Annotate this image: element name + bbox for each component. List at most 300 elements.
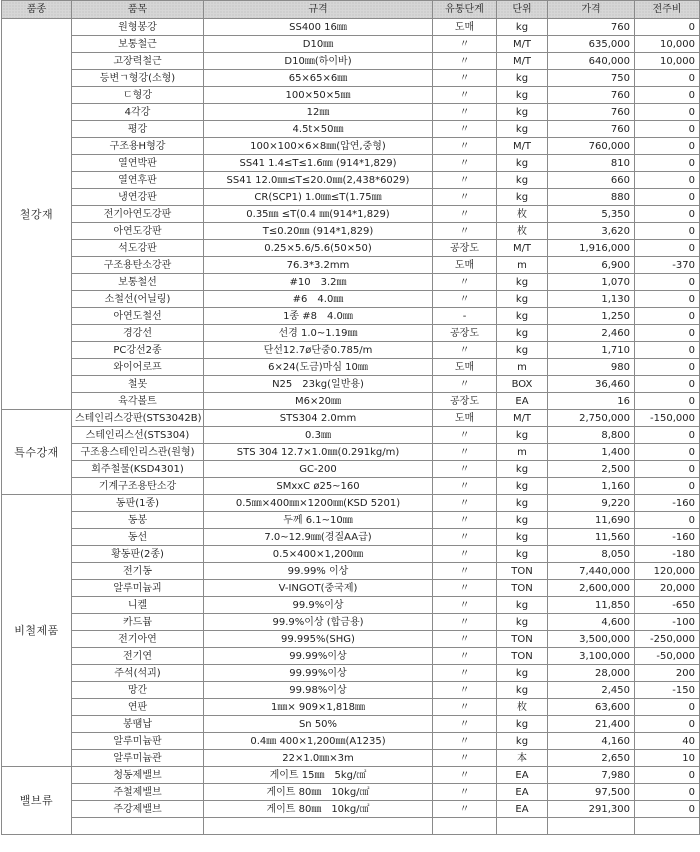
item-cell: 구조용스테인리스관(원형) bbox=[72, 444, 204, 461]
item-cell: 전기아연 bbox=[72, 631, 204, 648]
spec-cell: 76.3*3.2mm bbox=[204, 257, 433, 274]
unit-cell: m bbox=[497, 444, 548, 461]
item-cell: 구조용H형강 bbox=[72, 138, 204, 155]
spec-cell: SS41 12.0㎜≤T≤20.0㎜(2,438*6029) bbox=[204, 172, 433, 189]
distribution-stage-cell: 도매 bbox=[433, 19, 497, 36]
table-row bbox=[2, 546, 700, 563]
header-weekly-change: 전주비 bbox=[635, 1, 700, 19]
item-cell: 동봉 bbox=[72, 512, 204, 529]
table-row bbox=[2, 70, 700, 87]
distribution-stage-cell: 〃 bbox=[433, 342, 497, 359]
table-row bbox=[2, 274, 700, 291]
category-cell: 밸브류 bbox=[2, 767, 72, 835]
weekly-change-cell: -160 bbox=[635, 529, 700, 546]
price-cell: 760 bbox=[548, 87, 635, 104]
weekly-change-cell: -50,000 bbox=[635, 648, 700, 665]
weekly-change-cell: 0 bbox=[635, 427, 700, 444]
spec-cell: CR(SCP1) 1.0㎜≤T(1.75㎜ bbox=[204, 189, 433, 206]
unit-cell: TON bbox=[497, 563, 548, 580]
unit-cell: kg bbox=[497, 291, 548, 308]
distribution-stage-cell: 〃 bbox=[433, 767, 497, 784]
table-row bbox=[2, 189, 700, 206]
item-cell: 고장력철근 bbox=[72, 53, 204, 70]
weekly-change-cell: -370 bbox=[635, 257, 700, 274]
item-cell: 알루미늄괴 bbox=[72, 580, 204, 597]
weekly-change-cell: 0 bbox=[635, 138, 700, 155]
unit-cell: M/T bbox=[497, 138, 548, 155]
unit-cell: kg bbox=[497, 716, 548, 733]
distribution-stage-cell: 〃 bbox=[433, 427, 497, 444]
item-cell: 스테인리스선(STS304) bbox=[72, 427, 204, 444]
spec-cell: 99.99% 이상 bbox=[204, 563, 433, 580]
weekly-change-cell: 10,000 bbox=[635, 53, 700, 70]
item-cell: 철못 bbox=[72, 376, 204, 393]
item-cell: 주강제밸브 bbox=[72, 801, 204, 818]
price-cell: 97,500 bbox=[548, 784, 635, 801]
distribution-stage-cell: 〃 bbox=[433, 512, 497, 529]
price-cell: 16 bbox=[548, 393, 635, 410]
spec-cell: D10㎜ bbox=[204, 36, 433, 53]
spec-cell: 7.0~12.9㎜(경질AA급) bbox=[204, 529, 433, 546]
table-row bbox=[2, 716, 700, 733]
distribution-stage-cell: 〃 bbox=[433, 172, 497, 189]
price-cell: 8,050 bbox=[548, 546, 635, 563]
spec-cell: 두께 6.1~10㎜ bbox=[204, 512, 433, 529]
item-cell: 동선 bbox=[72, 529, 204, 546]
distribution-stage-cell: 〃 bbox=[433, 291, 497, 308]
price-cell: 1,400 bbox=[548, 444, 635, 461]
distribution-stage-cell: 〃 bbox=[433, 274, 497, 291]
price-cell: 660 bbox=[548, 172, 635, 189]
spec-cell: V-INGOT(중국제) bbox=[204, 580, 433, 597]
item-cell: 스테인리스강판(STS3042B) bbox=[72, 410, 204, 427]
item-cell: 연판 bbox=[72, 699, 204, 716]
table-row bbox=[2, 36, 700, 53]
distribution-stage-cell: 〃 bbox=[433, 733, 497, 750]
table-row bbox=[2, 223, 700, 240]
price-cell: 2,650 bbox=[548, 750, 635, 767]
spec-cell: 0.4㎜ 400×1,200㎜(A1235) bbox=[204, 733, 433, 750]
spec-cell: D10㎜(하이바) bbox=[204, 53, 433, 70]
spec-cell: 0.3㎜ bbox=[204, 427, 433, 444]
price-cell: 1,130 bbox=[548, 291, 635, 308]
distribution-stage-cell: 〃 bbox=[433, 189, 497, 206]
unit-cell: kg bbox=[497, 682, 548, 699]
price-cell: 1,070 bbox=[548, 274, 635, 291]
distribution-stage-cell: 〃 bbox=[433, 682, 497, 699]
price-cell: 1,916,000 bbox=[548, 240, 635, 257]
unit-cell: EA bbox=[497, 801, 548, 818]
price-cell: 3,620 bbox=[548, 223, 635, 240]
table-row bbox=[2, 257, 700, 274]
table-row bbox=[2, 597, 700, 614]
unit-cell: kg bbox=[497, 478, 548, 495]
item-cell: 냉연강판 bbox=[72, 189, 204, 206]
distribution-stage-cell: 〃 bbox=[433, 563, 497, 580]
header-unit: 단위 bbox=[497, 1, 548, 19]
table-row bbox=[2, 19, 700, 36]
distribution-stage-cell: 〃 bbox=[433, 206, 497, 223]
table-row bbox=[2, 801, 700, 818]
unit-cell: kg bbox=[497, 733, 548, 750]
table-row bbox=[2, 733, 700, 750]
table-row bbox=[2, 206, 700, 223]
distribution-stage-cell: 〃 bbox=[433, 70, 497, 87]
distribution-stage-cell: 도매 bbox=[433, 257, 497, 274]
header-item: 품목 bbox=[72, 1, 204, 19]
weekly-change-cell: 0 bbox=[635, 87, 700, 104]
weekly-change-cell: 0 bbox=[635, 376, 700, 393]
item-cell: 주철제밸브 bbox=[72, 784, 204, 801]
weekly-change-cell: 0 bbox=[635, 155, 700, 172]
weekly-change-cell: 0 bbox=[635, 716, 700, 733]
weekly-change-cell: -100 bbox=[635, 614, 700, 631]
unit-cell: m bbox=[497, 359, 548, 376]
price-cell: 28,000 bbox=[548, 665, 635, 682]
spec-cell: 0.25×5.6/5.6(50×50) bbox=[204, 240, 433, 257]
item-cell: 황동판(2종) bbox=[72, 546, 204, 563]
spec-cell: 100×50×5㎜ bbox=[204, 87, 433, 104]
table-row bbox=[2, 580, 700, 597]
unit-cell bbox=[497, 818, 548, 835]
item-cell: 카드뮴 bbox=[72, 614, 204, 631]
header-row bbox=[2, 1, 700, 19]
table-row bbox=[2, 631, 700, 648]
unit-cell: kg bbox=[497, 529, 548, 546]
price-table bbox=[1, 0, 700, 835]
unit-cell: M/T bbox=[497, 410, 548, 427]
unit-cell: 枚 bbox=[497, 223, 548, 240]
item-cell: 육각볼트 bbox=[72, 393, 204, 410]
price-cell: 760 bbox=[548, 121, 635, 138]
item-cell: 전기연 bbox=[72, 648, 204, 665]
unit-cell: kg bbox=[497, 614, 548, 631]
item-cell: 알루미늄판 bbox=[72, 733, 204, 750]
distribution-stage-cell: 〃 bbox=[433, 648, 497, 665]
spec-cell: N25 23kg(일반용) bbox=[204, 376, 433, 393]
spec-cell: SS400 16㎜ bbox=[204, 19, 433, 36]
table-body bbox=[2, 19, 700, 835]
distribution-stage-cell: 〃 bbox=[433, 699, 497, 716]
distribution-stage-cell: 〃 bbox=[433, 155, 497, 172]
spec-cell: SS41 1.4≤T≤1.6㎜ (914*1,829) bbox=[204, 155, 433, 172]
unit-cell: kg bbox=[497, 104, 548, 121]
weekly-change-cell: 200 bbox=[635, 665, 700, 682]
item-cell: 열연박판 bbox=[72, 155, 204, 172]
weekly-change-cell: 0 bbox=[635, 801, 700, 818]
unit-cell: EA bbox=[497, 784, 548, 801]
distribution-stage-cell: 〃 bbox=[433, 36, 497, 53]
distribution-stage-cell: 공장도 bbox=[433, 240, 497, 257]
weekly-change-cell: 0 bbox=[635, 206, 700, 223]
unit-cell: TON bbox=[497, 580, 548, 597]
item-cell: 아연도철선 bbox=[72, 308, 204, 325]
table-row bbox=[2, 410, 700, 427]
unit-cell: kg bbox=[497, 342, 548, 359]
distribution-stage-cell: 〃 bbox=[433, 665, 497, 682]
item-cell: 원형봉강 bbox=[72, 19, 204, 36]
weekly-change-cell: 0 bbox=[635, 274, 700, 291]
price-cell: 1,250 bbox=[548, 308, 635, 325]
table-row bbox=[2, 325, 700, 342]
price-cell: 880 bbox=[548, 189, 635, 206]
table-row bbox=[2, 529, 700, 546]
table-row bbox=[2, 376, 700, 393]
price-cell: 7,980 bbox=[548, 767, 635, 784]
spec-cell: STS304 2.0mm bbox=[204, 410, 433, 427]
weekly-change-cell: 0 bbox=[635, 172, 700, 189]
weekly-change-cell: 0 bbox=[635, 19, 700, 36]
price-cell: 2,750,000 bbox=[548, 410, 635, 427]
distribution-stage-cell: 〃 bbox=[433, 580, 497, 597]
price-cell: 980 bbox=[548, 359, 635, 376]
distribution-stage-cell: 〃 bbox=[433, 138, 497, 155]
weekly-change-cell: 10,000 bbox=[635, 36, 700, 53]
price-cell: 4,600 bbox=[548, 614, 635, 631]
spec-cell: 99.99%이상 bbox=[204, 665, 433, 682]
weekly-change-cell: 10 bbox=[635, 750, 700, 767]
unit-cell: 本 bbox=[497, 750, 548, 767]
price-cell: 760 bbox=[548, 19, 635, 36]
distribution-stage-cell: 공장도 bbox=[433, 393, 497, 410]
weekly-change-cell: 0 bbox=[635, 359, 700, 376]
item-cell: 봉땜납 bbox=[72, 716, 204, 733]
unit-cell: M/T bbox=[497, 36, 548, 53]
header-distribution-stage: 유통단계 bbox=[433, 1, 497, 19]
distribution-stage-cell: 〃 bbox=[433, 444, 497, 461]
item-cell: 알루미늄관 bbox=[72, 750, 204, 767]
unit-cell: M/T bbox=[497, 240, 548, 257]
table-row bbox=[2, 104, 700, 121]
unit-cell: kg bbox=[497, 87, 548, 104]
spec-cell: 4.5t×50㎜ bbox=[204, 121, 433, 138]
table-row bbox=[2, 818, 700, 835]
item-cell: 와이어로프 bbox=[72, 359, 204, 376]
item-cell: 열연후판 bbox=[72, 172, 204, 189]
spec-cell: 99.9%이상 (합금용) bbox=[204, 614, 433, 631]
item-cell: 아연도강판 bbox=[72, 223, 204, 240]
table-row bbox=[2, 478, 700, 495]
distribution-stage-cell: 〃 bbox=[433, 495, 497, 512]
weekly-change-cell: 0 bbox=[635, 121, 700, 138]
table-row bbox=[2, 240, 700, 257]
unit-cell: TON bbox=[497, 631, 548, 648]
table-row bbox=[2, 750, 700, 767]
price-cell: 11,560 bbox=[548, 529, 635, 546]
distribution-stage-cell: 〃 bbox=[433, 614, 497, 631]
price-cell: 291,300 bbox=[548, 801, 635, 818]
unit-cell: kg bbox=[497, 308, 548, 325]
spec-cell: #6 4.0㎜ bbox=[204, 291, 433, 308]
item-cell: 전기아연도강판 bbox=[72, 206, 204, 223]
weekly-change-cell: 0 bbox=[635, 223, 700, 240]
item-cell: 경강선 bbox=[72, 325, 204, 342]
spec-cell: 0.5㎜×400㎜×1200㎜(KSD 5201) bbox=[204, 495, 433, 512]
distribution-stage-cell: 〃 bbox=[433, 104, 497, 121]
item-cell: ㄷ형강 bbox=[72, 87, 204, 104]
price-cell: 4,160 bbox=[548, 733, 635, 750]
table-row bbox=[2, 461, 700, 478]
price-cell bbox=[548, 818, 635, 835]
weekly-change-cell: -180 bbox=[635, 546, 700, 563]
item-cell: 등변ㄱ형강(소형) bbox=[72, 70, 204, 87]
unit-cell: kg bbox=[497, 546, 548, 563]
price-cell: 635,000 bbox=[548, 36, 635, 53]
table-row bbox=[2, 308, 700, 325]
category-cell: 철강재 bbox=[2, 19, 72, 410]
distribution-stage-cell: 〃 bbox=[433, 478, 497, 495]
weekly-change-cell: 0 bbox=[635, 325, 700, 342]
item-cell: 보통철선 bbox=[72, 274, 204, 291]
item-cell: 청동제밸브 bbox=[72, 767, 204, 784]
spec-cell: T≤0.20㎜ (914*1,829) bbox=[204, 223, 433, 240]
price-cell: 2,600,000 bbox=[548, 580, 635, 597]
weekly-change-cell: 0 bbox=[635, 291, 700, 308]
distribution-stage-cell: 〃 bbox=[433, 750, 497, 767]
unit-cell: kg bbox=[497, 495, 548, 512]
weekly-change-cell: -250,000 bbox=[635, 631, 700, 648]
item-cell: 망간 bbox=[72, 682, 204, 699]
spec-cell: 1㎜× 909×1,818㎜ bbox=[204, 699, 433, 716]
price-cell: 11,850 bbox=[548, 597, 635, 614]
weekly-change-cell: 0 bbox=[635, 70, 700, 87]
table-row bbox=[2, 342, 700, 359]
table-row bbox=[2, 172, 700, 189]
distribution-stage-cell: 〃 bbox=[433, 121, 497, 138]
price-cell: 1,160 bbox=[548, 478, 635, 495]
price-cell: 8,800 bbox=[548, 427, 635, 444]
unit-cell: EA bbox=[497, 767, 548, 784]
item-cell: 구조용탄소강관 bbox=[72, 257, 204, 274]
unit-cell: kg bbox=[497, 19, 548, 36]
unit-cell: kg bbox=[497, 121, 548, 138]
spec-cell bbox=[204, 818, 433, 835]
distribution-stage-cell: 〃 bbox=[433, 546, 497, 563]
table-row bbox=[2, 682, 700, 699]
item-cell bbox=[72, 818, 204, 835]
unit-cell: 枚 bbox=[497, 206, 548, 223]
table-row bbox=[2, 53, 700, 70]
unit-cell: kg bbox=[497, 427, 548, 444]
price-cell: 760 bbox=[548, 104, 635, 121]
table-row bbox=[2, 121, 700, 138]
spec-cell: 0.35㎜ ≤T(0.4 ㎜(914*1,829) bbox=[204, 206, 433, 223]
price-cell: 760,000 bbox=[548, 138, 635, 155]
price-cell: 2,460 bbox=[548, 325, 635, 342]
weekly-change-cell: 0 bbox=[635, 104, 700, 121]
spec-cell: 단선12.7ø단중0.785/m bbox=[204, 342, 433, 359]
category-cell: 특수강재 bbox=[2, 410, 72, 495]
spec-cell: 22×1.0㎜×3m bbox=[204, 750, 433, 767]
distribution-stage-cell: 〃 bbox=[433, 716, 497, 733]
table-row bbox=[2, 784, 700, 801]
price-cell: 5,350 bbox=[548, 206, 635, 223]
unit-cell: m bbox=[497, 257, 548, 274]
table-row bbox=[2, 444, 700, 461]
item-cell: 4각강 bbox=[72, 104, 204, 121]
distribution-stage-cell: 〃 bbox=[433, 801, 497, 818]
spec-cell: GC-200 bbox=[204, 461, 433, 478]
price-cell: 1,710 bbox=[548, 342, 635, 359]
spec-cell: 65×65×6㎜ bbox=[204, 70, 433, 87]
distribution-stage-cell: 도매 bbox=[433, 359, 497, 376]
distribution-stage-cell bbox=[433, 818, 497, 835]
spec-cell: 1종 #8 4.0㎜ bbox=[204, 308, 433, 325]
table-row bbox=[2, 427, 700, 444]
unit-cell: kg bbox=[497, 189, 548, 206]
unit-cell: TON bbox=[497, 648, 548, 665]
price-cell: 7,440,000 bbox=[548, 563, 635, 580]
spec-cell: 게이트 80㎜ 10kg/㎠ bbox=[204, 784, 433, 801]
unit-cell: M/T bbox=[497, 53, 548, 70]
unit-cell: kg bbox=[497, 172, 548, 189]
item-cell: 기계구조용탄소강 bbox=[72, 478, 204, 495]
item-cell: 평강 bbox=[72, 121, 204, 138]
table-row bbox=[2, 155, 700, 172]
unit-cell: kg bbox=[497, 325, 548, 342]
item-cell: 동판(1종) bbox=[72, 495, 204, 512]
header-price: 가격 bbox=[548, 1, 635, 19]
item-cell: 전기동 bbox=[72, 563, 204, 580]
table-row bbox=[2, 291, 700, 308]
weekly-change-cell: 0 bbox=[635, 308, 700, 325]
spec-cell: STS 304 12.7×1.0㎜(0.291kg/m) bbox=[204, 444, 433, 461]
price-cell: 11,690 bbox=[548, 512, 635, 529]
distribution-stage-cell: 〃 bbox=[433, 87, 497, 104]
weekly-change-cell: -150,000 bbox=[635, 410, 700, 427]
unit-cell: EA bbox=[497, 393, 548, 410]
distribution-stage-cell: 〃 bbox=[433, 597, 497, 614]
weekly-change-cell: 0 bbox=[635, 461, 700, 478]
weekly-change-cell: 0 bbox=[635, 784, 700, 801]
spec-cell: Sn 50% bbox=[204, 716, 433, 733]
unit-cell: 枚 bbox=[497, 699, 548, 716]
table-row bbox=[2, 495, 700, 512]
unit-cell: kg bbox=[497, 461, 548, 478]
table-row bbox=[2, 665, 700, 682]
unit-cell: kg bbox=[497, 155, 548, 172]
spec-cell: 0.5×400×1,200㎜ bbox=[204, 546, 433, 563]
unit-cell: kg bbox=[497, 665, 548, 682]
price-cell: 21,400 bbox=[548, 716, 635, 733]
spec-cell: 99.995%(SHG) bbox=[204, 631, 433, 648]
price-cell: 3,100,000 bbox=[548, 648, 635, 665]
table-row bbox=[2, 393, 700, 410]
price-cell: 2,450 bbox=[548, 682, 635, 699]
header-category: 품종 bbox=[2, 1, 72, 19]
weekly-change-cell: 0 bbox=[635, 342, 700, 359]
item-cell: 회주철물(KSD4301) bbox=[72, 461, 204, 478]
table-row bbox=[2, 614, 700, 631]
table-row bbox=[2, 138, 700, 155]
weekly-change-cell: 0 bbox=[635, 699, 700, 716]
spec-cell: 100×100×6×8㎜(압연,중형) bbox=[204, 138, 433, 155]
price-cell: 2,500 bbox=[548, 461, 635, 478]
weekly-change-cell: 20,000 bbox=[635, 580, 700, 597]
price-cell: 9,220 bbox=[548, 495, 635, 512]
weekly-change-cell: 0 bbox=[635, 767, 700, 784]
price-cell: 640,000 bbox=[548, 53, 635, 70]
spec-cell: SMxxC ø25~160 bbox=[204, 478, 433, 495]
spec-cell: #10 3.2㎜ bbox=[204, 274, 433, 291]
distribution-stage-cell: 〃 bbox=[433, 376, 497, 393]
table-row bbox=[2, 359, 700, 376]
weekly-change-cell: -160 bbox=[635, 495, 700, 512]
table-row bbox=[2, 648, 700, 665]
weekly-change-cell: 0 bbox=[635, 478, 700, 495]
price-cell: 6,900 bbox=[548, 257, 635, 274]
distribution-stage-cell: 공장도 bbox=[433, 325, 497, 342]
